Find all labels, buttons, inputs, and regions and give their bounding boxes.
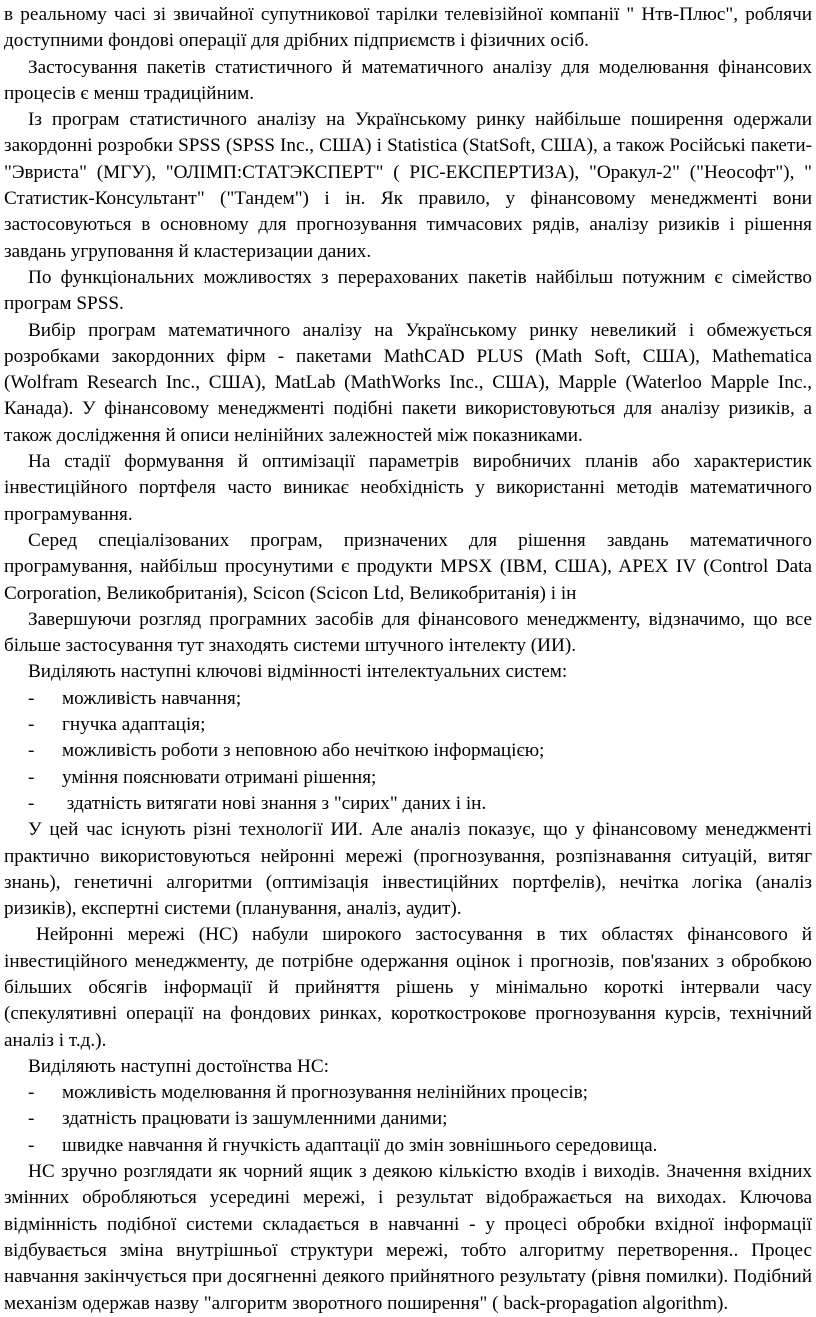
list-item-text: уміння пояснювати отримані рішення; (62, 766, 377, 788)
list-dash: - (28, 792, 35, 814)
list-item (4, 1133, 812, 1159)
list-item-text: можливість роботи з неповною або нечіткою інформацією; (62, 740, 545, 762)
paragraph: в реальному часі зі звичайної супутникової тарілки телевізійної компанії " Нтв-Плюс", роблячи доступними фондові операції для дрібних підприємств і фізичних осіб. (4, 4, 812, 52)
list-item (4, 1106, 812, 1132)
list-dash: - (28, 714, 35, 736)
paragraph: Нейронні мережі (НС) набули широкого застосування в тих областях фінансового й інвестиційного менеджменту, де потрібне одержання оцінок і прогнозів, пов'язаних з обробкою більших обсягів інформації й прийняття рішень у мінімально короткі інтервали часу (спекулятивні операції на фондових ринках, короткострокове прогнозування курсів, технічний аналіз і т.д.). (4, 924, 812, 1051)
list-item-text: гнучка адаптація; (62, 714, 206, 736)
nn-advantages-list (4, 1080, 812, 1159)
list-dash: - (28, 1108, 35, 1130)
paragraph: Вибір програм математичного аналізу на Українському ринку невеликий і обмежується розробками закордонних фірм - пакетами MathCAD PLUS (Math Soft, США), Mathematica (Wolfram Research Inc., США), MatLab (MathWorks Inc., США), Mapple (Waterloo Mapple Inc., Канада). У фінансовому менеджменті подібні пакети використовуються для аналізу ризиків, а також дослідження й описи нелінійних залежностей між показниками. (4, 319, 812, 446)
list-item (4, 686, 812, 712)
paragraph: Застосування пакетів статистичного й математичного аналізу для моделювання фінансових процесів є менш традиційним. (4, 56, 812, 104)
list-dash: - (28, 766, 35, 788)
list-dash: - (28, 1134, 35, 1156)
list-item-text: можливість навчання; (62, 687, 242, 709)
paragraph: Із програм статистичного аналізу на Українському ринку найбільше поширення одержали закордонні розробки SPSS (SPSS Inc., США) і Statistica (StatSoft, США), а також Російські пакети- "Эвриста" (МГУ), "ОЛІМП:СТАТЭКСПЕРТ" ( РІС-ЕКСПЕРТИЗА), "Оракул-2" ("Неософт"), " Статистик-Консультант" ("Тандем") і ін. Як правило, у фінансовому менеджменті вони застосовуються в основному для прогнозування тимчасових рядів, аналізу ризиків і рішення завдань угруповання й кластеризации даних. (4, 109, 812, 262)
list-item-text: швидке навчання й гнучкість адаптації до змін зовнішнього середовища. (62, 1134, 658, 1156)
paragraph: По функціональних можливостях з перерахованих пакетів найбільш потужним є сімейство програм SPSS. (4, 266, 812, 315)
paragraph: У цей час існують різні технології ИИ. Але аналіз показує, що у фінансовому менеджменті практично використовуються нейронні мережі (прогнозування, розпізнавання ситуацій, витяг знань), генетичні алгоритми (оптимізація інвестиційних портфелів), нечітка логіка (аналіз ризиків), експертні системи (планування, аналіз, аудит). (4, 819, 812, 920)
list-dash: - (28, 1082, 35, 1104)
list-item (4, 765, 812, 791)
list-item-text: можливість моделювання й прогнозування нелінійних процесів; (62, 1082, 588, 1104)
list-item (4, 791, 812, 817)
paragraph: НС зручно розглядати як чорний ящик з деякою кількістю входів і виходів. Значення вхідних змінних обробляються усередині мережі, і результат відображається на виходах. Ключова відмінність подібної системи складається в навчанні - у процесі обробки вхідної інформації відбувається зміна внутрішньої структури мережі, тобто алгоритму перетворення.. Процес навчання закінчується при досягненні деякого прийнятного результату (рівня помилки). Подібний механізм одержав назву "алгоритм зворотного поширення" ( back-propagation algorithm). (4, 1161, 812, 1314)
paragraph: Серед спеціалізованих програм, призначених для рішення завдань математичного програмування, найбільш просунутими є продукти MPSX (IBM, США), APEX IV (Control Data Corporation, Великобританія), Scicon (Scicon Ltd, Великобританія) і ін (4, 529, 812, 604)
list-item (4, 712, 812, 738)
list-item-text: здатність витягати нові знання з "сирих" даних і ін. (62, 792, 487, 814)
paragraph: Виділяють наступні достоїнства НС: (28, 1055, 329, 1077)
list-item (4, 738, 812, 764)
list-dash: - (28, 740, 35, 762)
list-dash: - (28, 687, 35, 709)
list-item (4, 1080, 812, 1106)
paragraph: Завершуючи розгляд програмних засобів для фінансового менеджменту, відзначимо, що все більше застосування тут знаходять системи штучного інтелекту (ИИ). (4, 608, 812, 657)
paragraph: Виділяють наступні ключові відмінності інтелектуальних систем: (28, 661, 568, 683)
list-item-text: здатність працювати із зашумленними даними; (62, 1108, 448, 1130)
paragraph: На стадії формування й оптимізації параметрів виробничих планів або характеристик інвестиційного портфеля часто виникає необхідність у використанні методів математичного програмування. (4, 451, 812, 525)
ai-features-list (4, 686, 812, 817)
